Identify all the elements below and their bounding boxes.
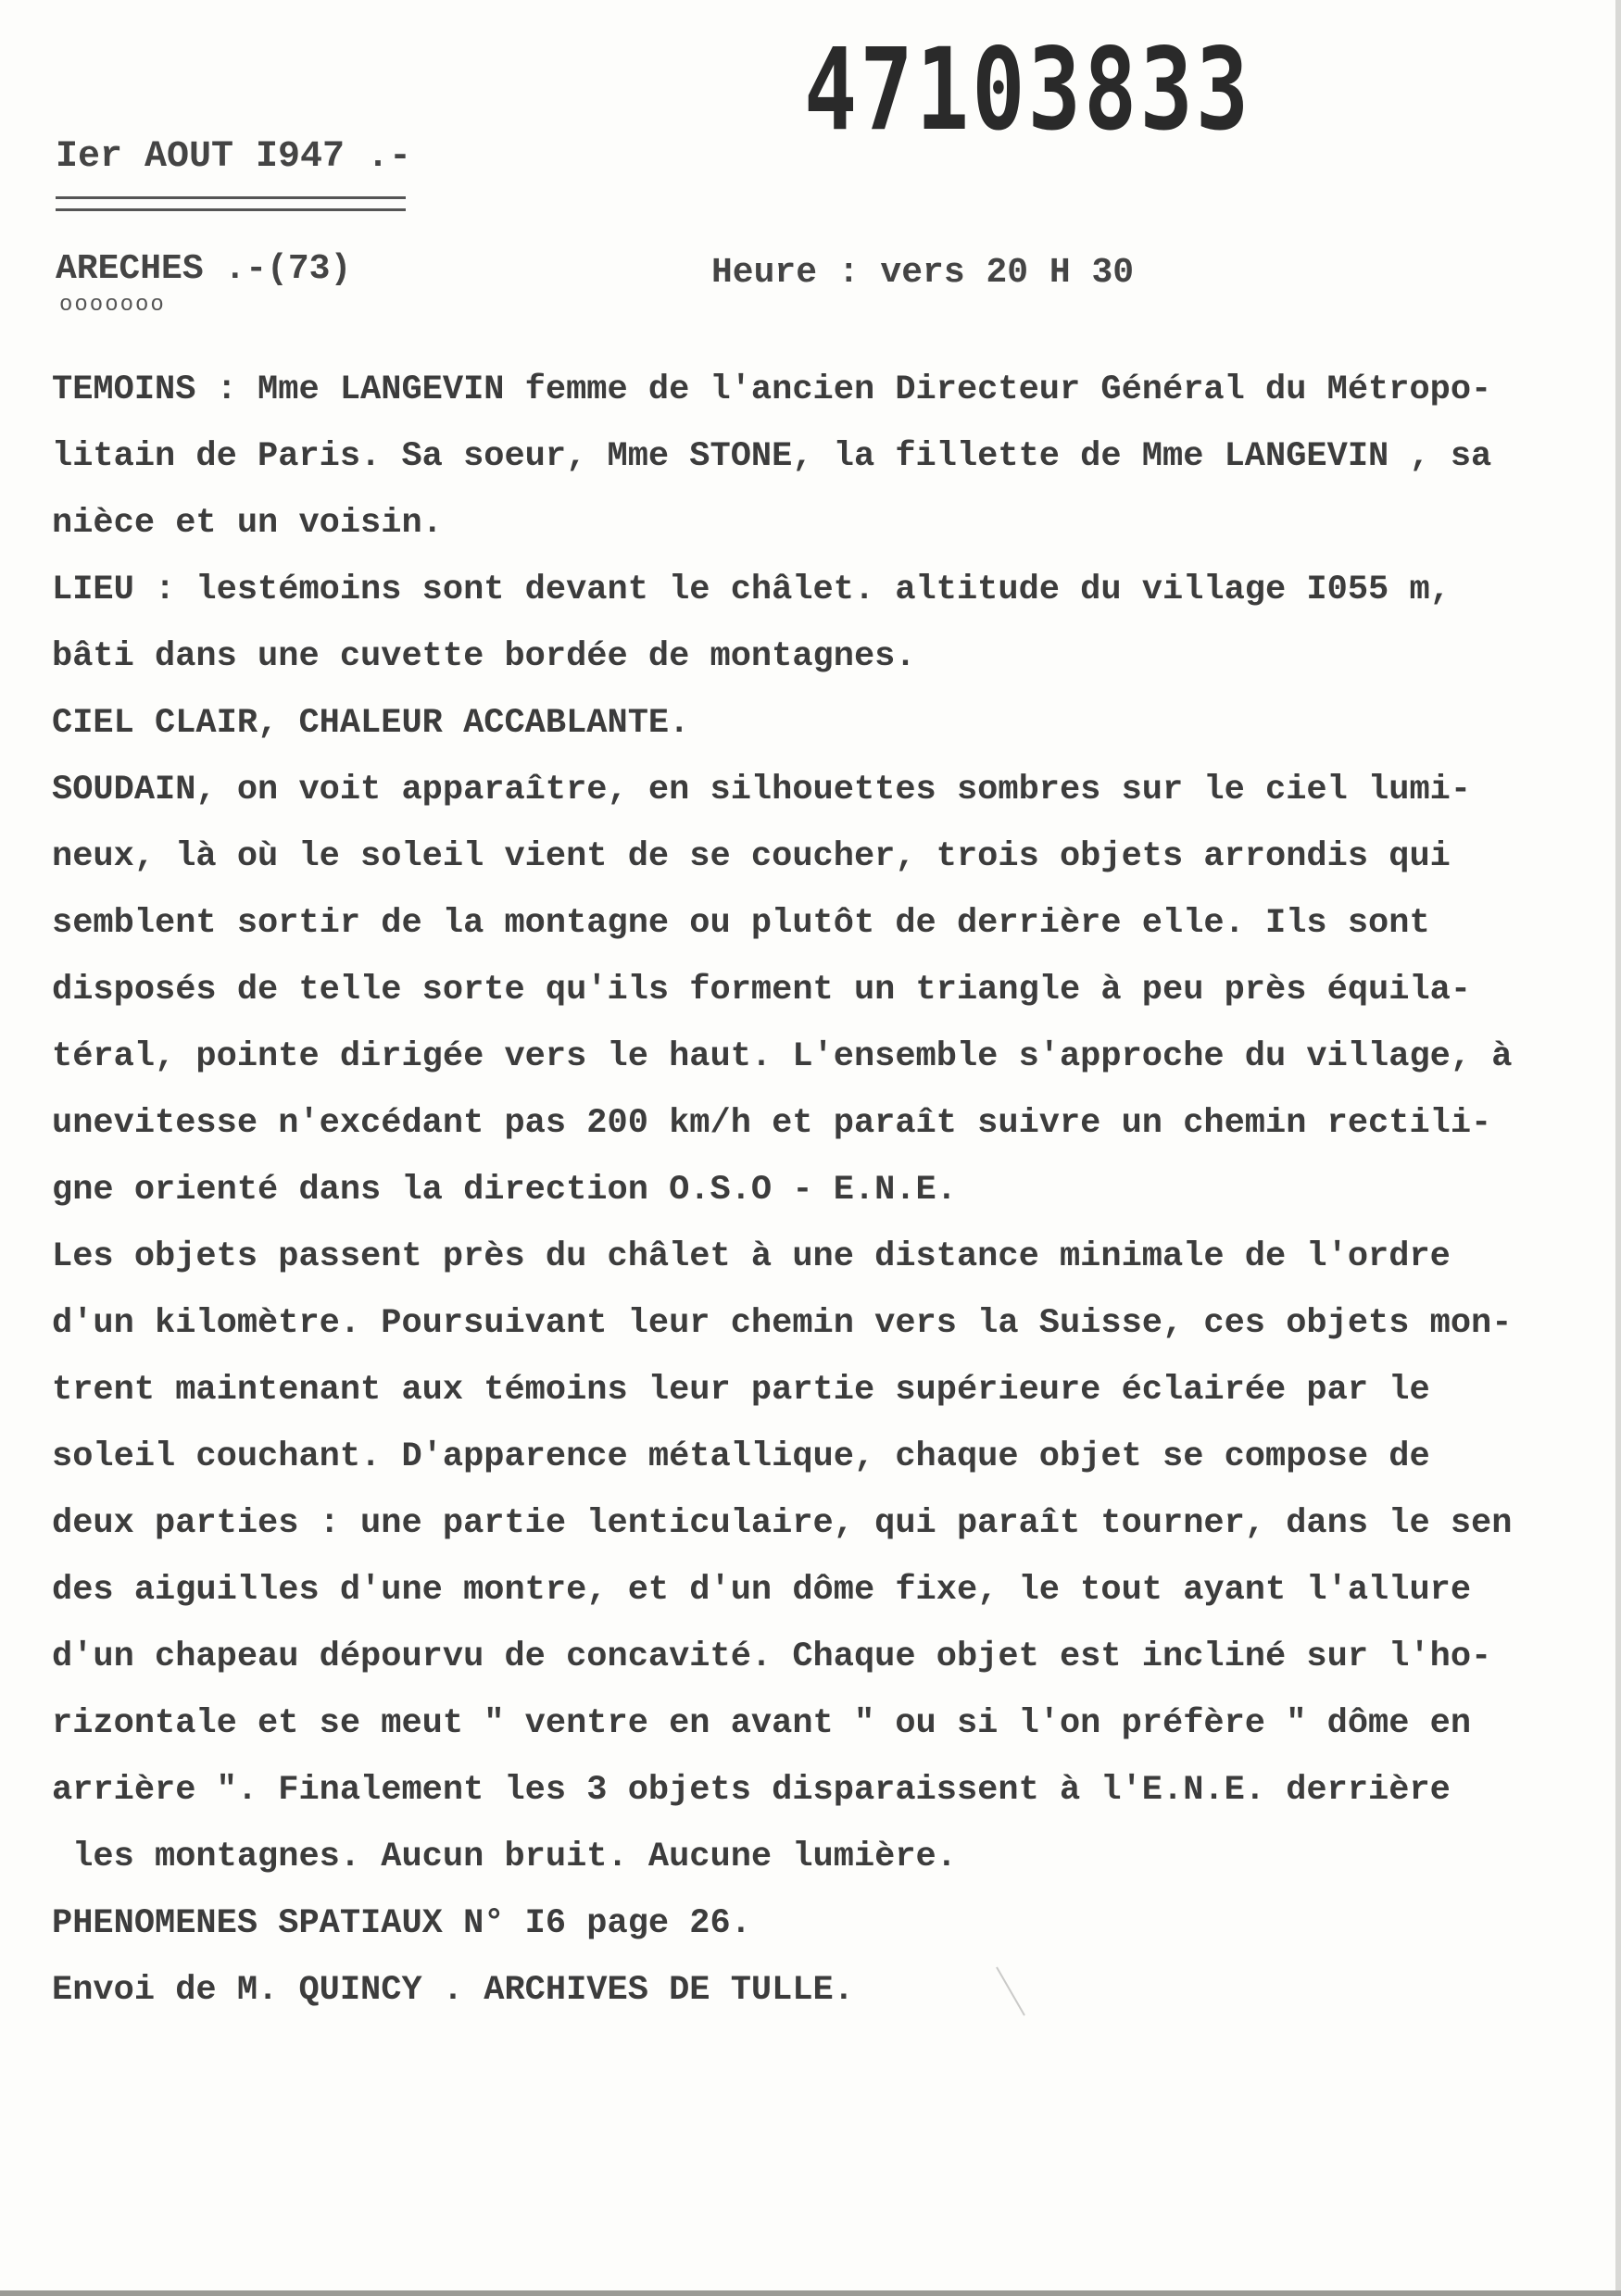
- text-line: deux parties : une partie lenticulaire, qui paraît tourner, dans le sen: [52, 1504, 1513, 1543]
- text-line: d'un chapeau dépourvu de concavité. Chaque objet est incliné sur l'ho-: [52, 1637, 1492, 1676]
- text-line: semblent sortir de la montagne ou plutôt de derrière elle. Ils sont: [52, 904, 1430, 943]
- page-edge-right: [1615, 0, 1621, 2296]
- text-line: LIEU : lestémoins sont devant le châlet. altitude du village I055 m,: [52, 571, 1451, 609]
- text-line: arrière ". Finalement les 3 objets disparaissent à l'E.N.E. derrière: [52, 1771, 1451, 1810]
- report-body: [52, 357, 1608, 2024]
- text-line: trent maintenant aux témoins leur partie supérieure éclairée par le: [52, 1371, 1430, 1410]
- text-line: SOUDAIN, on voit apparaître, en silhouettes sombres sur le ciel lumi-: [52, 771, 1472, 809]
- text-line: d'un kilomètre. Poursuivant leur chemin vers la Suisse, ces objets mon-: [52, 1304, 1513, 1343]
- text-line: bâti dans une cuvette bordée de montagnes.: [52, 637, 916, 676]
- date-double-underline: [56, 196, 406, 211]
- text-line: disposés de telle sorte qu'ils forment un triangle à peu près équila-: [52, 971, 1472, 1010]
- report-time: Heure : vers 20 H 30: [711, 253, 1135, 293]
- text-line: TEMOINS : Mme LANGEVIN femme de l'ancien Directeur Général du Métropo-: [52, 370, 1492, 409]
- text-line: litain de Paris. Sa soeur, Mme STONE, la fillette de Mme LANGEVIN , sa: [52, 437, 1492, 476]
- text-line: soleil couchant. D'apparence métallique, chaque objet se compose de: [52, 1437, 1430, 1476]
- text-line: neux, là où le soleil vient de se coucher, trois objets arrondis qui: [52, 837, 1451, 876]
- text-line: unevitesse n'excédant pas 200 km/h et paraît suivre un chemin rectili-: [52, 1104, 1492, 1143]
- text-line: les montagnes. Aucun bruit. Aucune lumière.: [52, 1838, 957, 1876]
- archive-number: 47103833: [804, 24, 1252, 156]
- text-line: gne orienté dans la direction O.S.O - E.N.E.: [52, 1171, 957, 1210]
- page-edge-bottom: [0, 2290, 1621, 2296]
- text-line: CIEL CLAIR, CHALEUR ACCABLANTE.: [52, 704, 690, 743]
- location-underline: ooooooo: [59, 293, 166, 318]
- report-location: ARECHES .-(73): [56, 249, 352, 289]
- text-line: rizontale et se meut " ventre en avant " ou si l'on préfère " dôme en: [52, 1704, 1472, 1743]
- text-line: nièce et un voisin.: [52, 504, 443, 543]
- text-line: des aiguilles d'une montre, et d'un dôme fixe, le tout ayant l'allure: [52, 1571, 1472, 1610]
- text-line: PHENOMENES SPATIAUX N° I6 page 26.: [52, 1904, 751, 1943]
- text-line: téral, pointe dirigée vers le haut. L'ensemble s'approche du village, à: [52, 1037, 1513, 1076]
- report-date: Ier AOUT I947 .-: [56, 136, 412, 178]
- text-line: Envoi de M. QUINCY . ARCHIVES DE TULLE.: [52, 1971, 854, 2010]
- text-line: Les objets passent près du châlet à une distance minimale de l'ordre: [52, 1237, 1451, 1276]
